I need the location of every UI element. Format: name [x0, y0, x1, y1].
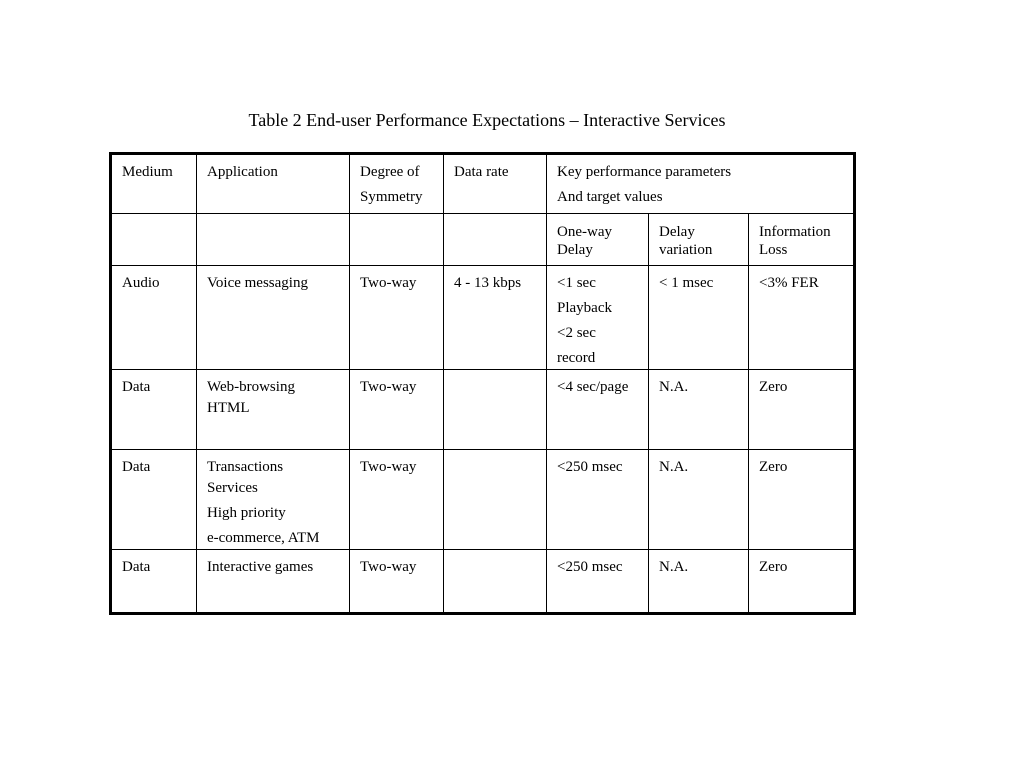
- cell-application: Interactive games: [197, 550, 350, 614]
- header-symmetry-line: Degree of: [360, 164, 420, 180]
- cell-line: record: [557, 350, 596, 366]
- cell-data-rate: [444, 450, 547, 550]
- table-row: [111, 266, 855, 370]
- empty-cell: [444, 214, 547, 266]
- cell-line: <2 sec: [557, 325, 596, 341]
- header-delay-variation-line: variation: [659, 242, 713, 258]
- cell-delay-variation: N.A.: [649, 370, 749, 450]
- empty-cell: [350, 214, 444, 266]
- cell-application: [197, 450, 350, 550]
- cell-information-loss: <3% FER: [749, 266, 855, 370]
- cell-data-rate: 4 - 13 kbps: [444, 266, 547, 370]
- cell-symmetry: Two-way: [350, 450, 444, 550]
- header-one-way-delay-line: One-way: [557, 224, 612, 240]
- cell-line: HTML: [207, 400, 250, 416]
- cell-medium: Data: [111, 450, 197, 550]
- table-row: [111, 450, 855, 550]
- header-one-way-delay-line: Delay: [557, 242, 593, 258]
- cell-information-loss: Zero: [749, 550, 855, 614]
- header-key-parameters: [547, 154, 855, 214]
- empty-cell: [111, 214, 197, 266]
- cell-delay-variation: < 1 msec: [649, 266, 749, 370]
- header-symmetry-line: Symmetry: [360, 189, 423, 205]
- header-data-rate-label: Data rate: [454, 164, 509, 180]
- cell-data-rate: [444, 550, 547, 614]
- cell-line: Services: [207, 480, 258, 496]
- cell-information-loss: Zero: [749, 450, 855, 550]
- empty-cell: [197, 214, 350, 266]
- header-application-label: Application: [207, 164, 278, 180]
- cell-symmetry: Two-way: [350, 370, 444, 450]
- header-information-loss-line: Loss: [759, 242, 788, 258]
- cell-delay-variation: N.A.: [649, 450, 749, 550]
- header-one-way-delay: [547, 214, 649, 266]
- cell-line: Web-browsing: [207, 379, 295, 395]
- header-symmetry: [350, 154, 444, 214]
- cell-data-rate: [444, 370, 547, 450]
- header-information-loss-line: Information: [759, 224, 831, 240]
- header-key-parameters-line: And target values: [557, 189, 663, 205]
- table-subheader-row: [111, 214, 855, 266]
- cell-line: <1 sec: [557, 275, 596, 291]
- header-data-rate: [444, 154, 547, 214]
- header-key-parameters-line: Key performance parameters: [557, 164, 732, 180]
- cell-line: High priority: [207, 505, 286, 521]
- cell-line: Playback: [557, 300, 612, 316]
- header-medium-label: Medium: [122, 164, 173, 180]
- cell-one-way-delay: <4 sec/page: [547, 370, 649, 450]
- cell-line: e-commerce, ATM: [207, 530, 320, 546]
- table-row: [111, 550, 855, 614]
- cell-symmetry: Two-way: [350, 266, 444, 370]
- performance-table: [109, 152, 856, 615]
- cell-medium: Data: [111, 370, 197, 450]
- cell-medium: Data: [111, 550, 197, 614]
- cell-medium: Audio: [111, 266, 197, 370]
- cell-line: Transactions: [207, 459, 284, 475]
- table-header-row: [111, 154, 855, 214]
- header-information-loss: [749, 214, 855, 266]
- table-title: Table 2 End-user Performance Expectations – Interactive Services: [248, 110, 726, 130]
- cell-information-loss: Zero: [749, 370, 855, 450]
- cell-one-way-delay: <250 msec: [547, 550, 649, 614]
- cell-one-way-delay: [547, 266, 649, 370]
- cell-one-way-delay: <250 msec: [547, 450, 649, 550]
- cell-application: Voice messaging: [197, 266, 350, 370]
- header-application: [197, 154, 350, 214]
- cell-application: [197, 370, 350, 450]
- header-delay-variation-line: Delay: [659, 224, 695, 240]
- cell-symmetry: Two-way: [350, 550, 444, 614]
- header-medium: [111, 154, 197, 214]
- header-delay-variation: [649, 214, 749, 266]
- table-row: [111, 370, 855, 450]
- cell-delay-variation: N.A.: [649, 550, 749, 614]
